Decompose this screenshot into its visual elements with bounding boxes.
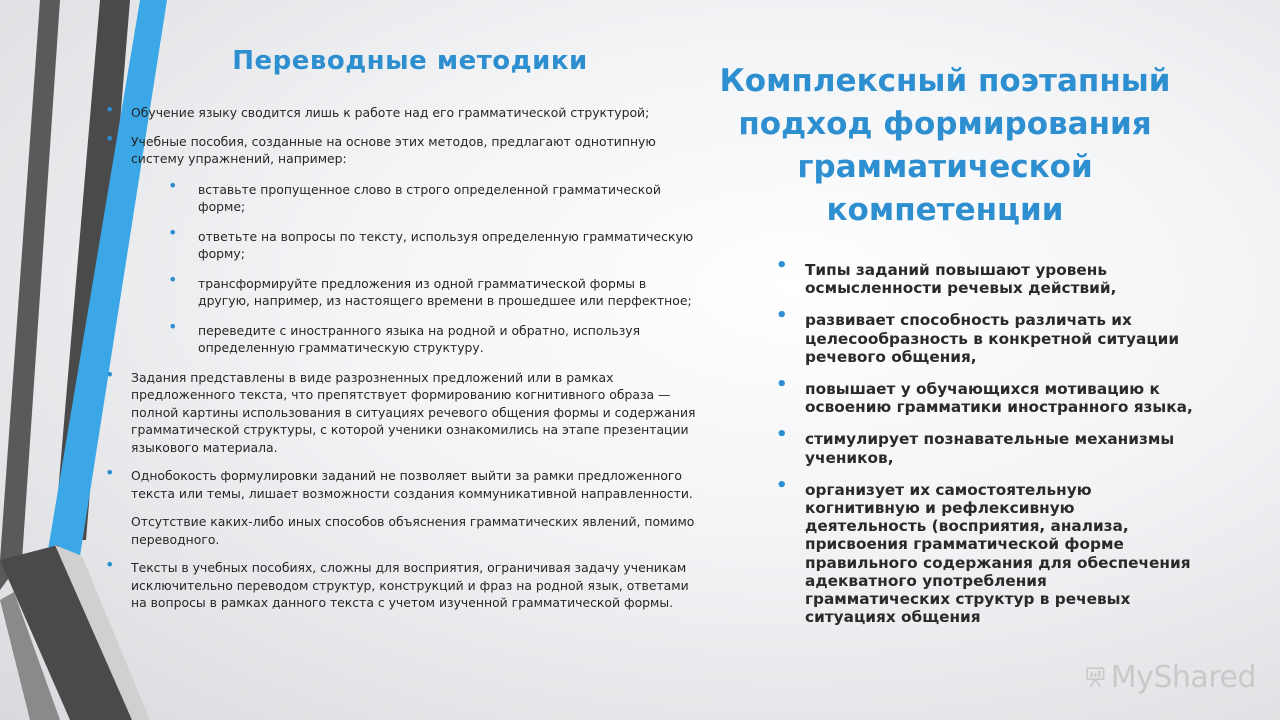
right-bullet-4: • стимулирует познавательные механизмы учеников,	[805, 430, 1195, 466]
left-bullet-1-text: Обучение языку сводится лишь к работе над его грамматической структурой;	[131, 105, 650, 120]
left-sub-bullet-3: • трансформируйте предложения из одной грамматической формы в другую, например, из настоящего времени в прошедшее или перфектное;	[198, 275, 697, 310]
right-bullet-2: • развивает способность различать их целесообразность в конкретной ситуации речевого общения,	[805, 311, 1195, 366]
left-bullet-4	[131, 467, 697, 502]
left-bullet-5-text: Отсутствие каких-либо иных способов объяснения грамматических явлений, помимо переводного.	[131, 514, 695, 547]
presentation-icon	[1086, 657, 1105, 697]
left-bullet-6	[131, 559, 697, 612]
left-bullet-3-text: Задания представлены в виде разрозненных предложений или в рамках предложенного текста, что препятствует формированию когнитивного образа — полной картины использования в ситуациях речевого общения формы и содержания грамматической структуры, с которой ученики ознакомились на этапе презентации языкового материала.	[131, 369, 696, 455]
left-bullet-5	[131, 513, 697, 548]
left-sub-list	[131, 181, 697, 357]
left-sub-bullet-4: • переведите с иностранного языка на родной и обратно, используя определенную грамматическую структуру.	[198, 322, 697, 357]
right-bullet-3: • повышает у обучающихся мотивацию к освоению грамматики иностранного языка,	[805, 380, 1195, 416]
left-bullet-list	[131, 104, 697, 623]
left-sub-bullet-1: • вставьте пропущенное слово в строго определенной грамматической форме;	[198, 181, 697, 216]
left-bullet-3	[131, 369, 697, 457]
left-title: Переводные методики	[232, 46, 588, 76]
right-bullet-list	[805, 261, 1195, 640]
right-bullet-1: • Типы заданий повышают уровень осмысленности речевых действий,	[805, 261, 1195, 297]
left-sub-bullet-2: • ответьте на вопросы по тексту, используя определенную грамматическую форму;	[198, 228, 697, 263]
dark-stripe-left	[0, 0, 60, 590]
left-bullet-2-text: Учебные пособия, созданные на основе этих методов, предлагают однотипную систему упражнений, например:	[131, 133, 656, 166]
right-bullet-5: • организует их самостоятельную когнитивную и рефлексивную деятельность (восприятия, анализа, присвоения грамматической форме правильного содержания для обеспечения адекватного употребления грамматических структур в речевых ситуациях общения	[805, 481, 1195, 627]
watermark-logo	[1086, 655, 1256, 699]
left-bullet-6-text: Тексты в учебных пособиях, сложны для восприятия, ограничивая задачу ученикам исключительно переводом структур, конструкций и фраз на родной язык, ответами на вопросы в рамках данного текста с учетом изученной грамматической формы.	[131, 560, 689, 610]
right-title: Комплексный поэтапный подход формирования грамматической компетенции	[719, 63, 1171, 228]
watermark-text: MyShared	[1110, 659, 1256, 695]
left-bullet-2	[131, 133, 697, 357]
left-bullet-4-text: Однобокость формулировки заданий не позволяет выйти за рамки предложенного текста или темы, лишает возможности создания коммуникативной направленности.	[131, 468, 693, 501]
left-bullet-1	[131, 104, 697, 122]
